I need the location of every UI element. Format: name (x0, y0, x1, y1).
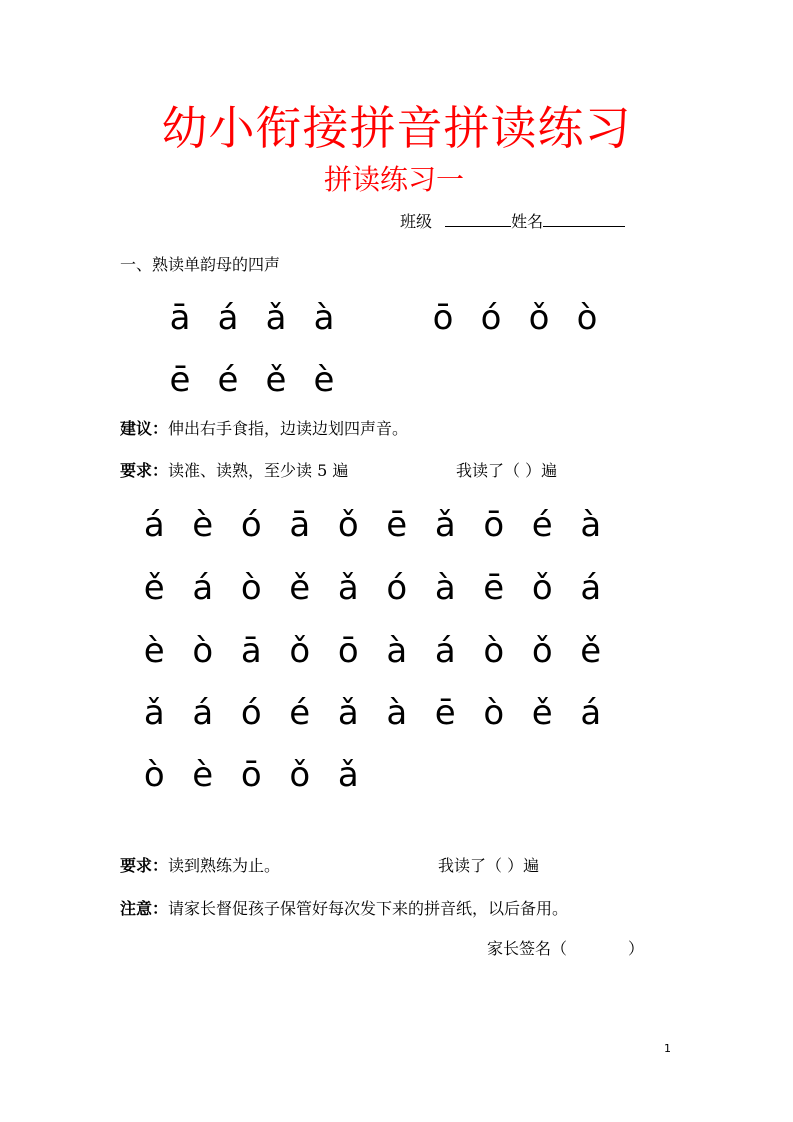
drill-pinyin: ě (531, 693, 553, 733)
requirement-text-1: 读准、读熟，至少读 5 遍 (168, 461, 349, 480)
drill-pinyin: á (143, 505, 165, 545)
suggestion-text: 伸出右手食指，边读边划四声音。 (168, 419, 409, 438)
drill-pinyin: à (434, 568, 456, 608)
read-count-1: 我读了（ ）遍 (456, 461, 558, 480)
a-tones-row (156, 298, 348, 338)
drill-pinyin: ǒ (531, 568, 553, 608)
pinyin-a1: ā (169, 298, 191, 338)
suggestion-line (120, 418, 408, 440)
drill-pinyin: é (531, 505, 553, 545)
drill-pinyin: á (580, 568, 602, 608)
drill-pinyin: ǎ (337, 755, 359, 795)
drill-pinyin: ò (143, 755, 165, 795)
requirement-label-2: 要求： (120, 856, 169, 875)
pinyin-o3: ǒ (528, 298, 550, 338)
drill-pinyin: ě (143, 568, 165, 608)
drill-pinyin: ǒ (289, 631, 311, 671)
requirement-line-2 (120, 855, 280, 877)
drill-pinyin: ǎ (143, 693, 165, 733)
drill-pinyin: ě (580, 631, 602, 671)
drill-pinyin: á (580, 693, 602, 733)
drill-pinyin: ò (483, 693, 505, 733)
requirement-line-1 (120, 460, 348, 482)
drill-pinyin: è (192, 505, 214, 545)
drill-pinyin: ǒ (337, 505, 359, 545)
section-heading: 一、熟读单韵母的四声 (120, 255, 281, 274)
drill-pinyin: ē (483, 568, 505, 608)
note-text: 请家长督促孩子保管好每次发下来的拼音纸，以后备用。 (168, 899, 569, 918)
drill-pinyin: é (289, 693, 311, 733)
drill-pinyin: è (192, 755, 214, 795)
drill-pinyin: ē (386, 505, 408, 545)
suggestion-label: 建议： (120, 419, 169, 438)
pinyin-a2: á (217, 298, 239, 338)
pinyin-e1: ē (169, 360, 191, 400)
pinyin-o1: ō (432, 298, 454, 338)
drill-row-2 (130, 568, 615, 608)
name-label: 姓名 (511, 212, 544, 231)
drill-row-4 (130, 693, 615, 733)
page-title: 幼小衔接拼音拼读练习 (161, 101, 632, 155)
drill-row-3 (130, 631, 615, 671)
drill-pinyin: ō (240, 755, 262, 795)
drill-pinyin: ǒ (289, 755, 311, 795)
drill-pinyin: á (434, 631, 456, 671)
page-subtitle: 拼读练习一 (324, 163, 465, 196)
drill-pinyin: ò (192, 631, 214, 671)
drill-pinyin: ó (240, 505, 262, 545)
drill-pinyin: à (580, 505, 602, 545)
pinyin-e4: è (313, 360, 335, 400)
drill-pinyin: ǎ (337, 693, 359, 733)
drill-pinyin: ǎ (337, 568, 359, 608)
drill-pinyin: ó (240, 693, 262, 733)
read-count-2: 我读了（ ）遍 (438, 856, 540, 875)
drill-pinyin: à (386, 693, 408, 733)
parent-signature: 家长签名（ ） (487, 939, 645, 958)
pinyin-a3: ǎ (265, 298, 287, 338)
pinyin-e2: é (217, 360, 239, 400)
drill-row-5 (130, 755, 373, 795)
drill-pinyin: ō (483, 505, 505, 545)
o-tones-row (419, 298, 611, 338)
drill-pinyin: ò (483, 631, 505, 671)
e-tones-row (156, 360, 348, 400)
drill-row-1 (130, 505, 615, 545)
drill-pinyin: ǎ (434, 505, 456, 545)
drill-pinyin: ā (289, 505, 311, 545)
drill-pinyin: è (143, 631, 165, 671)
drill-pinyin: à (386, 631, 408, 671)
class-name-line (400, 210, 625, 233)
drill-pinyin: ē (434, 693, 456, 733)
requirement-label-1: 要求： (120, 461, 169, 480)
drill-pinyin: ō (337, 631, 359, 671)
pinyin-e3: ě (265, 360, 287, 400)
note-label: 注意： (120, 899, 169, 918)
drill-pinyin: á (192, 693, 214, 733)
pinyin-a4: à (313, 298, 335, 338)
pinyin-o4: ò (576, 298, 598, 338)
name-blank (543, 210, 625, 227)
requirement-text-2: 读到熟练为止。 (168, 856, 281, 875)
pinyin-o2: ó (480, 298, 502, 338)
page-number: 1 (664, 1042, 671, 1055)
drill-pinyin: ó (386, 568, 408, 608)
class-blank (445, 210, 511, 227)
class-label: 班级 (400, 212, 433, 231)
drill-pinyin: ā (240, 631, 262, 671)
drill-pinyin: ǒ (531, 631, 553, 671)
drill-pinyin: á (192, 568, 214, 608)
drill-pinyin: ě (289, 568, 311, 608)
drill-pinyin: ò (240, 568, 262, 608)
note-line (120, 898, 568, 920)
